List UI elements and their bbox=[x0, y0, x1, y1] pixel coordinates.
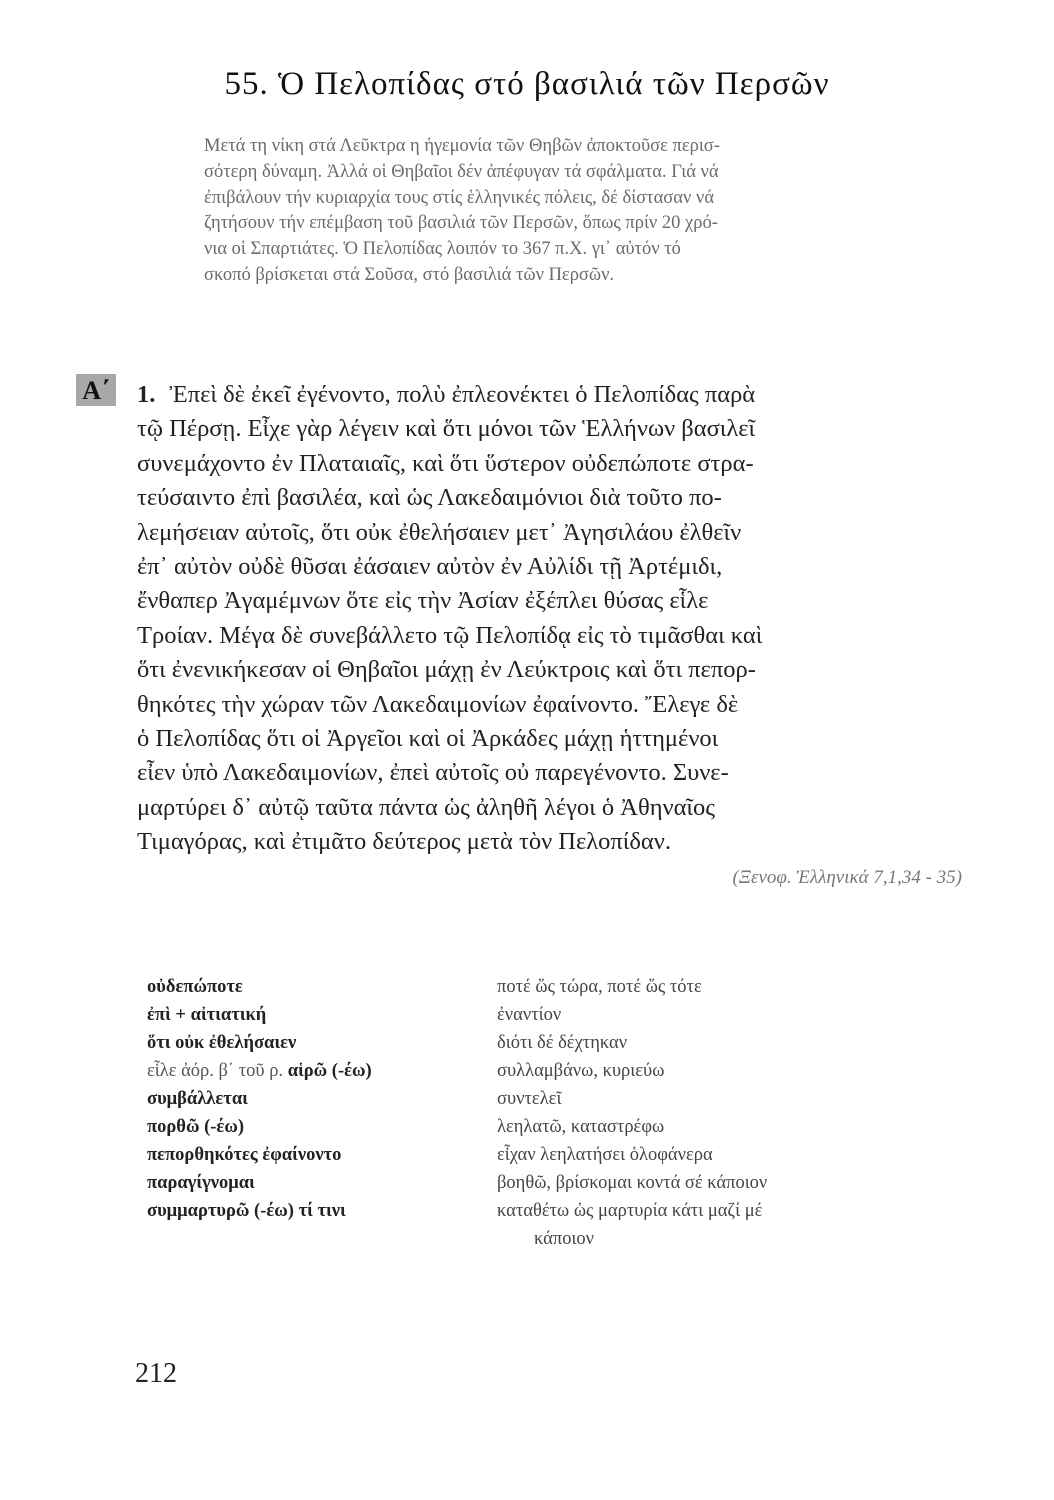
intro-paragraph bbox=[204, 134, 964, 289]
intro-line: σκοπό βρίσκεται στά Σοῦσα, στό βασιλιά τῶν Περσῶν. bbox=[204, 264, 615, 285]
intro-line: ζητήσουν τήν επέμβαση τοῦ βασιλιά τῶν Περσῶν, ὅπως πρίν 20 χρό- bbox=[204, 213, 718, 234]
intro-line: Μετά τη νίκη στά Λεῦκτρα η ἡγεμονία τῶν Θηβῶν ἀποκτοῦσε περισ- bbox=[204, 136, 720, 156]
glossary-term bbox=[147, 1029, 296, 1057]
glossary-row bbox=[147, 1057, 947, 1085]
glossary-term bbox=[147, 1113, 244, 1141]
glossary-row bbox=[147, 1197, 947, 1225]
source-citation: (Ξενοφ. Ἑλληνικά 7,1,34 - 35) bbox=[732, 867, 962, 888]
glossary-definition: ἐναντίον bbox=[497, 1005, 562, 1025]
glossary-term-bold: αἱρῶ (-έω) bbox=[287, 1061, 372, 1081]
text-line: εἶεν ὑπὸ Λακεδαιμονίων, ἐπεὶ αὐτοῖς οὐ παρεγένοντο. Συνε- bbox=[137, 759, 729, 787]
text-line: λεμήσειαν αὐτοῖς, ὅτι οὐκ ἐθελήσαιεν μετ᾽ Ἀγησιλάου ἐλθεῖν bbox=[137, 518, 742, 546]
glossary-term-bold: συμμαρτυρῶ (-έω) τί τινι bbox=[147, 1201, 346, 1221]
glossary-definition: συλλαμβάνω, κυριεύω bbox=[497, 1061, 665, 1081]
intro-line: νια οἱ Σπαρτιάτες. Ὁ Πελοπίδας λοιπόν το 367 π.Χ. γι᾽ αὐτόν τό bbox=[204, 239, 681, 260]
ancient-text bbox=[137, 378, 967, 860]
glossary-definition: καταθέτω ὡς μαρτυρία κάτι μαζί μέ bbox=[497, 1201, 763, 1221]
text-line: ἔνθαπερ Ἀγαμέμνων ὅτε εἰς τὴν Ἀσίαν ἐξέπλει θύσας εἷλε bbox=[137, 587, 709, 615]
text-line: τεύσαιντο ἐπὶ βασιλέα, καὶ ὡς Λακεδαιμόνιοι διὰ τοῦτο πο- bbox=[137, 484, 722, 512]
page-number: 212 bbox=[135, 1358, 177, 1389]
glossary-term bbox=[147, 973, 243, 1001]
glossary-term-bold: οὐδεπώποτε bbox=[147, 977, 243, 997]
intro-line: σότερη δύναμη. Ἀλλά οἱ Θηβαῖοι δέν ἀπέφυγαν τά σφάλματα. Γιά νά bbox=[204, 161, 719, 182]
glossary-row bbox=[147, 1141, 947, 1169]
text-line bbox=[137, 378, 967, 412]
text-line: ὁ Πελοπίδας ὅτι οἱ Ἀργεῖοι καὶ οἱ Ἀρκάδες μάχῃ ἡττημένοι bbox=[137, 725, 719, 753]
paragraph-number: 1. bbox=[137, 381, 156, 408]
glossary-definition: εἶχαν λεηλατήσει ὁλοφάνερα bbox=[497, 1145, 713, 1165]
glossary-term-bold: ὅτι οὐκ ἐθελήσαιεν bbox=[147, 1033, 297, 1053]
glossary-term bbox=[147, 1057, 372, 1085]
text-line: Τιμαγόρας, καὶ ἐτιμᾶτο δεύτερος μετὰ τὸν Πελοπίδαν. bbox=[137, 828, 671, 856]
glossary-definition: ποτέ ὥς τώρα, ποτέ ὥς τότε bbox=[497, 977, 702, 997]
section-marker: Α΄ bbox=[76, 374, 116, 406]
intro-line: ἐπιβάλουν τήν κυριαρχία τους στίς ἑλληνικές πόλεις, δέ δίστασαν νά bbox=[204, 187, 715, 208]
glossary-row bbox=[147, 1085, 947, 1113]
glossary-term bbox=[147, 1169, 255, 1197]
glossary-definition: συντελεῖ bbox=[497, 1089, 562, 1109]
glossary-definition: βοηθῶ, βρίσκομαι κοντά σέ κάποιον bbox=[497, 1173, 768, 1193]
text-line: Τροίαν. Μέγα δὲ συνεβάλλετο τῷ Πελοπίδᾳ εἰς τὸ τιμᾶσθαι καὶ bbox=[137, 621, 763, 649]
glossary-row bbox=[147, 1029, 947, 1057]
glossary-term-bold: συμβάλλεται bbox=[147, 1089, 248, 1109]
glossary-term bbox=[147, 1141, 341, 1169]
text-line: ἐπ᾽ αὐτὸν οὐδὲ θῦσαι ἐάσαιεν αὐτὸν ἐν Αὐλίδι τῇ Ἀρτέμιδι, bbox=[137, 553, 723, 581]
glossary-term-prefix: εἷλε ἀόρ. β΄ τοῦ ρ. bbox=[147, 1061, 288, 1081]
glossary-row bbox=[147, 1225, 947, 1253]
glossary-row bbox=[147, 973, 947, 1001]
glossary-row bbox=[147, 1001, 947, 1029]
glossary-definition: λεηλατῶ, καταστρέφω bbox=[497, 1117, 665, 1137]
glossary-definition: διότι δέ δέχτηκαν bbox=[497, 1033, 628, 1053]
glossary bbox=[147, 973, 947, 1253]
text-line: συνεμάχοντο ἐν Πλαταιαῖς, καὶ ὅτι ὕστερον οὐδεπώποτε στρα- bbox=[137, 449, 754, 477]
glossary-definition-continuation: κάποιον bbox=[534, 1229, 595, 1249]
glossary-term-bold: πορθῶ (-έω) bbox=[147, 1117, 244, 1137]
text-line: τῷ Πέρσῃ. Εἶχε γὰρ λέγειν καὶ ὅτι μόνοι τῶν Ἑλλήνων βασιλεῖ bbox=[137, 415, 756, 443]
glossary-term-bold: πεπορθηκότες ἐφαίνοντο bbox=[147, 1145, 342, 1165]
glossary-row bbox=[147, 1169, 947, 1197]
page-title: 55. Ὁ Πελοπίδας στό βασιλιά τῶν Περσῶν bbox=[224, 66, 830, 102]
text-line: θηκότες τὴν χώραν τῶν Λακεδαιμονίων ἐφαίνοντο. Ἔλεγε δὲ bbox=[137, 690, 739, 718]
glossary-term bbox=[147, 1001, 266, 1029]
glossary-term bbox=[147, 1197, 346, 1225]
glossary-term-bold: ἐπὶ + αἰτιατική bbox=[147, 1005, 267, 1025]
glossary-term bbox=[147, 1085, 248, 1113]
text-line-content: Ἐπεὶ δὲ ἐκεῖ ἐγένοντο, πολὺ ἐπλεονέκτει ὁ Πελοπίδας παρὰ bbox=[169, 381, 756, 408]
text-line: ὅτι ἐνενικήκεσαν οἱ Θηβαῖοι μάχῃ ἐν Λεύκτροις καὶ ὅτι πεπορ- bbox=[137, 656, 756, 684]
glossary-row bbox=[147, 1113, 947, 1141]
glossary-term-bold: παραγίγνομαι bbox=[147, 1173, 255, 1193]
text-line: μαρτύρει δ᾽ αὐτῷ ταῦτα πάντα ὡς ἀληθῆ λέγοι ὁ Ἀθηναῖος bbox=[137, 793, 715, 821]
